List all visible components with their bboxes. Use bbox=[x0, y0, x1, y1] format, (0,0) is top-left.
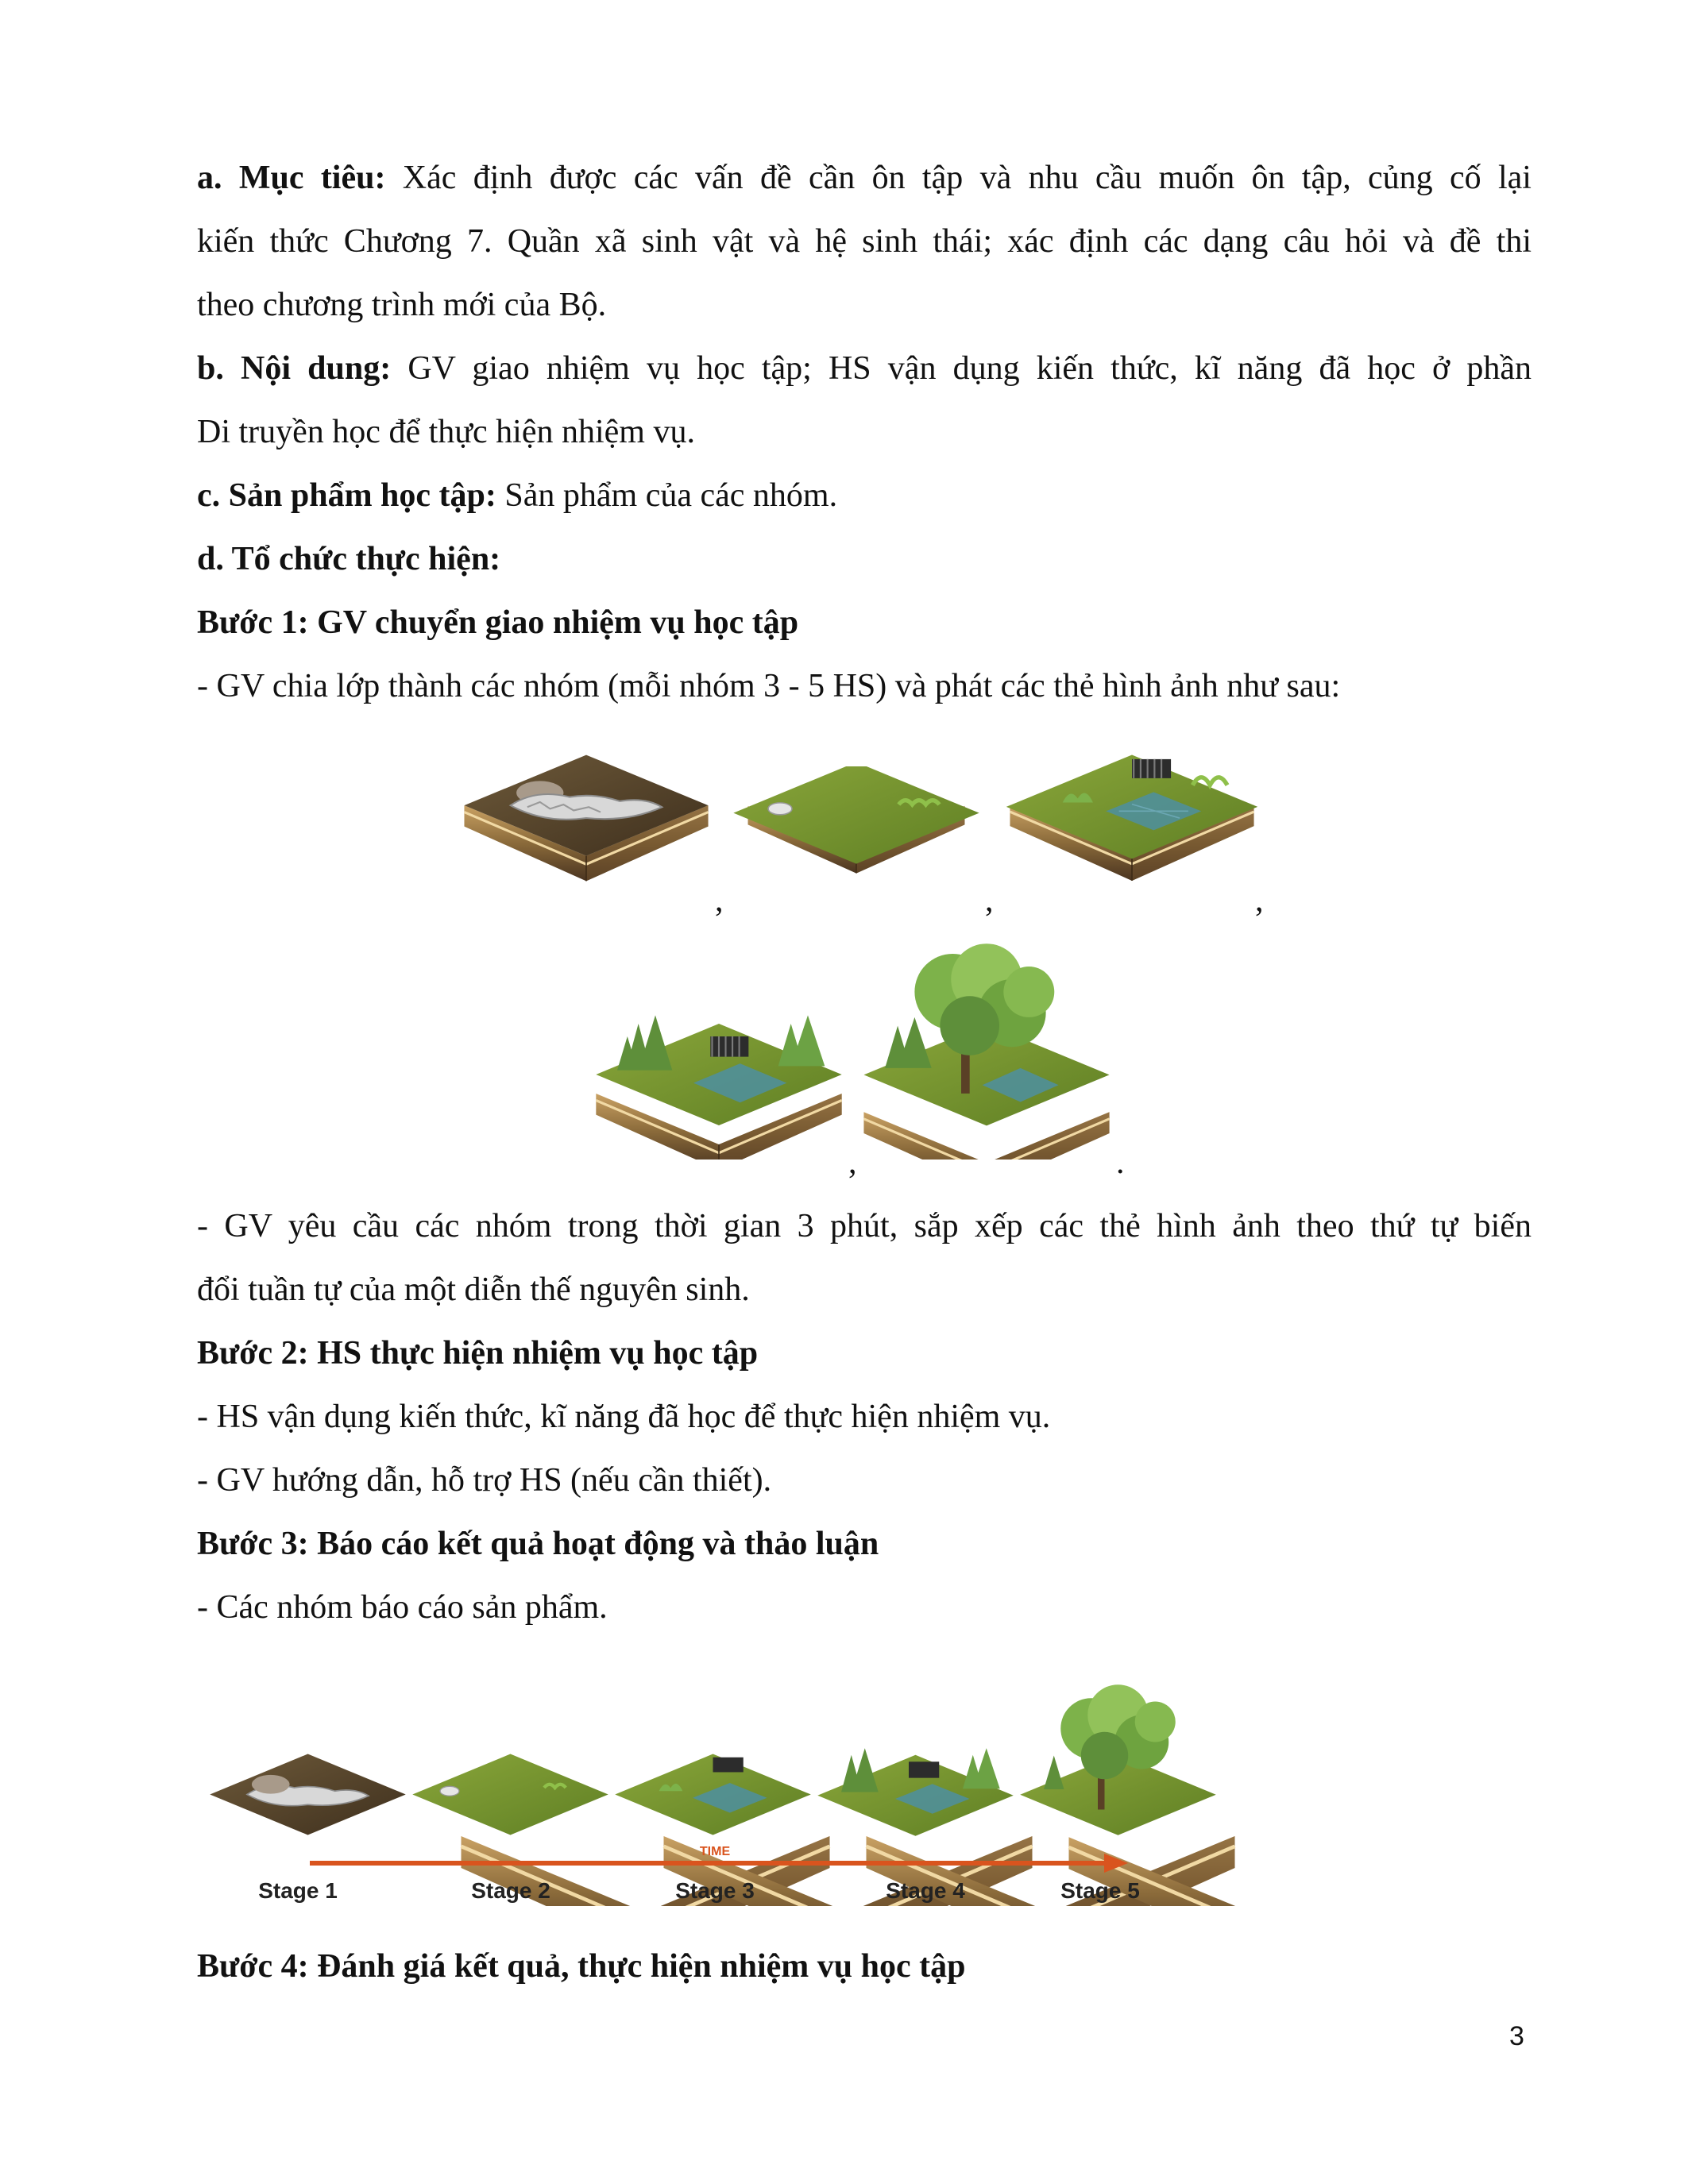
objective-line-1 bbox=[197, 157, 1532, 199]
objective-label: a. Mục tiêu: bbox=[197, 160, 386, 196]
step-3-heading: Bước 3: Báo cáo kết quả hoạt động và thảo luận bbox=[197, 1526, 879, 1562]
card-grass-pond bbox=[1001, 751, 1263, 893]
card-shrubs bbox=[592, 977, 846, 1160]
card-moss-lichen bbox=[729, 766, 983, 893]
objective-text-1: Xác định được các vấn đề cần ôn tập và nhu cầu muốn ôn tập, củng cố lại bbox=[385, 160, 1532, 196]
stage-label-3: Stage 3 bbox=[675, 1878, 755, 1903]
organization-heading: d. Tổ chức thực hiện: bbox=[197, 541, 501, 577]
card-bare-rock bbox=[459, 747, 713, 889]
step-1-item-1: - GV chia lớp thành các nhóm (mỗi nhóm 3 - 5 HS) và phát các thẻ hình ảnh như sau: bbox=[197, 668, 1341, 704]
content-line-1 bbox=[197, 348, 1532, 389]
stage-label-1: Stage 1 bbox=[258, 1878, 338, 1903]
cards-end-period: . bbox=[1116, 1144, 1125, 1181]
card-forest bbox=[859, 941, 1114, 1160]
objective-line-3: theo chương trình mới của Bộ. bbox=[197, 287, 607, 323]
stage-label-5: Stage 5 bbox=[1060, 1878, 1140, 1903]
product-text: Sản phẩm của các nhóm. bbox=[496, 477, 838, 514]
content-text-1: GV giao nhiệm vụ học tập; HS vận dụng kiến thức, kĩ năng đã học ở phần bbox=[391, 350, 1532, 387]
succession-figure bbox=[207, 1652, 1239, 1906]
stage-4-tile bbox=[817, 1748, 1239, 1906]
step-2-item-2: - GV hướng dẫn, hỗ trợ HS (nếu cần thiết). bbox=[197, 1462, 772, 1499]
stage-label-4: Stage 4 bbox=[886, 1878, 965, 1903]
card-separator: , bbox=[715, 882, 724, 919]
content-label: b. Nội dung: bbox=[197, 350, 392, 387]
step-4-heading: Bước 4: Đánh giá kết quả, thực hiện nhiệm vụ học tập bbox=[197, 1948, 966, 1985]
product-label: c. Sản phẩm học tập: bbox=[197, 477, 496, 514]
card-separator: , bbox=[848, 1144, 857, 1181]
step-1-item-2-line-1: - GV yêu cầu các nhóm trong thời gian 3 phút, sắp xếp các thẻ hình ảnh theo thứ tự biến bbox=[197, 1208, 1532, 1244]
card-separator: , bbox=[1255, 882, 1264, 919]
step-3-item-1: - Các nhóm báo cáo sản phẩm. bbox=[197, 1589, 608, 1626]
page-number: 3 bbox=[1509, 2021, 1524, 2051]
step-2-heading: Bước 2: HS thực hiện nhiệm vụ học tập bbox=[197, 1335, 759, 1372]
time-label: TIME bbox=[699, 1845, 731, 1858]
card-separator: , bbox=[985, 882, 994, 919]
step-2-item-1: - HS vận dụng kiến thức, kĩ năng đã học để thực hiện nhiệm vụ. bbox=[197, 1399, 1051, 1435]
stage-label-2: Stage 2 bbox=[471, 1878, 550, 1903]
content-line-2: Di truyền học để thực hiện nhiệm vụ. bbox=[197, 414, 695, 450]
step-1-heading: Bước 1: GV chuyển giao nhiệm vụ học tập bbox=[197, 604, 799, 641]
step-1-item-2-line-2: đổi tuần tự của một diễn thế nguyên sinh. bbox=[197, 1271, 750, 1308]
product-line bbox=[197, 475, 1532, 516]
objective-line-2: kiến thức Chương 7. Quần xã sinh vật và hệ sinh thái; xác định các dạng câu hỏi và đề thi bbox=[197, 223, 1532, 260]
